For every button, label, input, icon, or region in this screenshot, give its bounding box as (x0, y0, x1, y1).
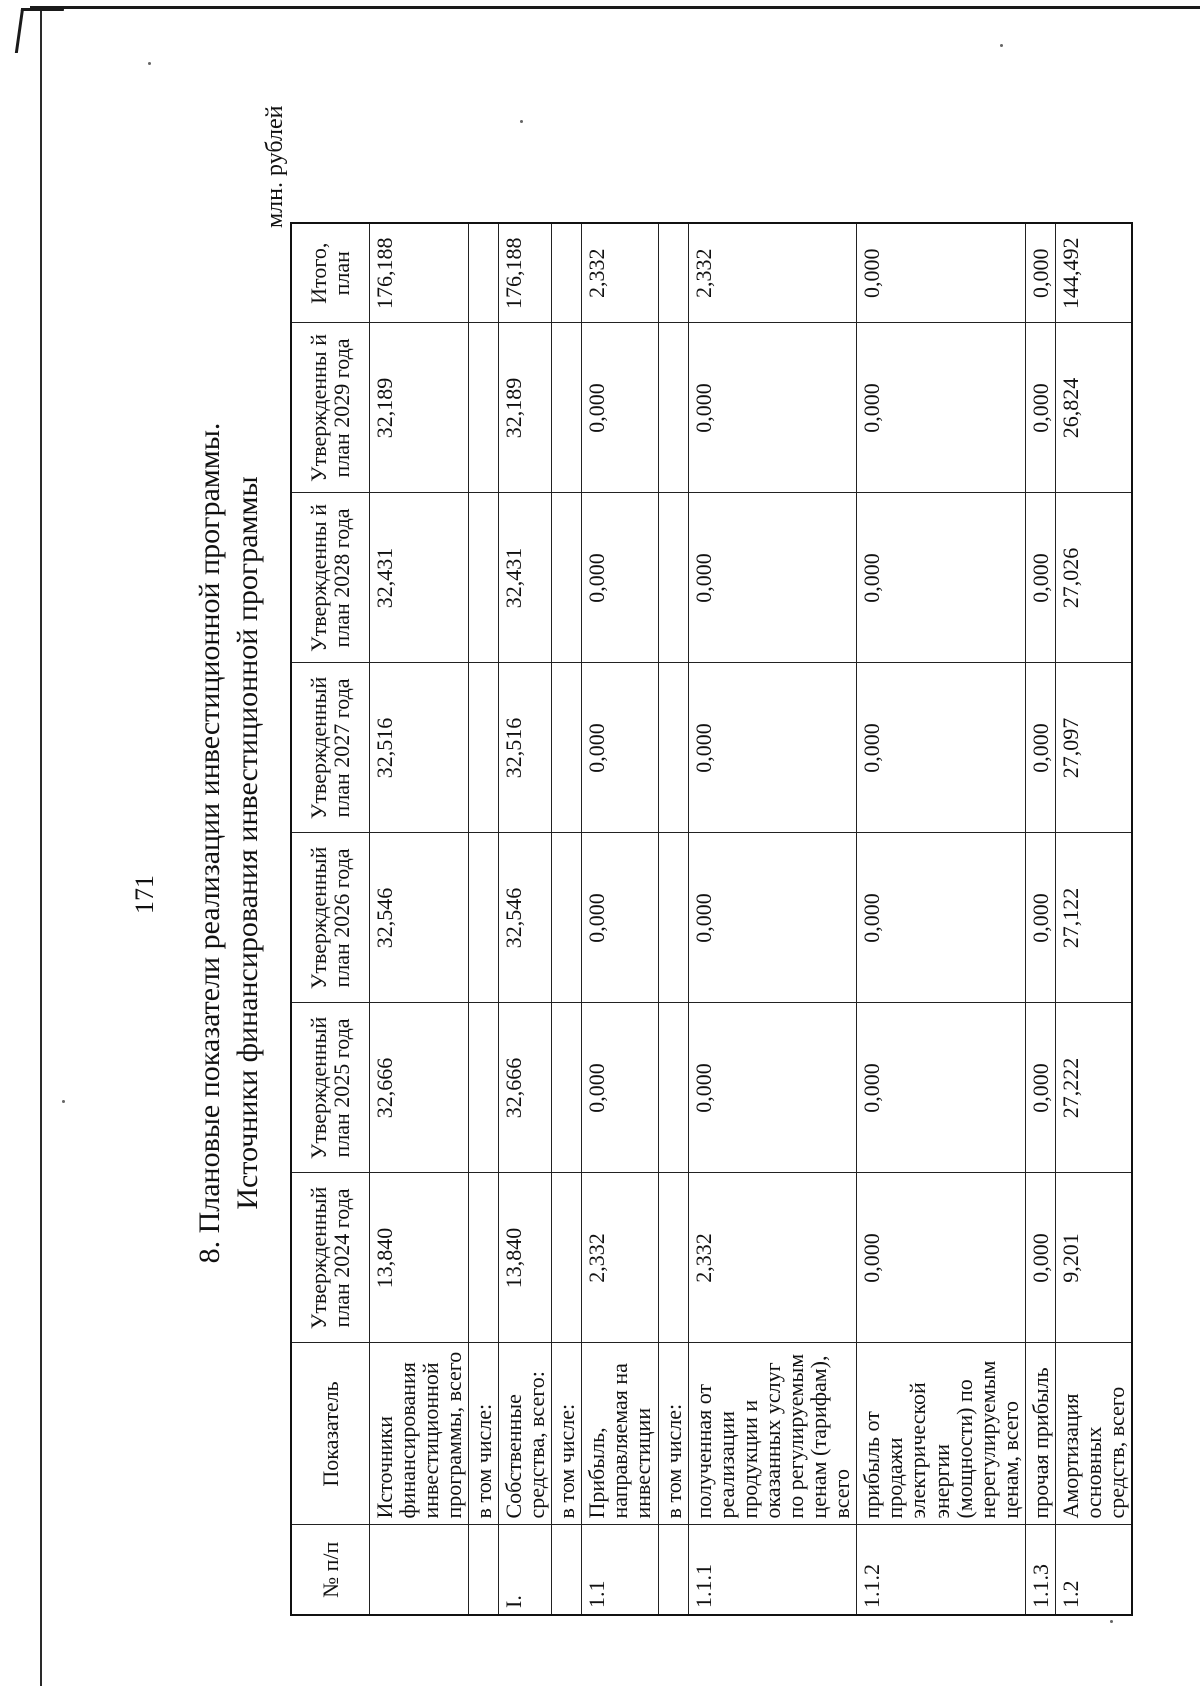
header-cell: № п/п (291, 1525, 369, 1615)
value-cell: 27,097 (1056, 663, 1133, 833)
row-number-cell (552, 1525, 582, 1615)
value-cell: 2,332 (582, 1173, 658, 1343)
value-cell (468, 223, 498, 323)
financing-table (290, 222, 1133, 1616)
value-cell (552, 833, 582, 1003)
value-cell: 0,000 (1025, 493, 1055, 663)
table-row (1056, 223, 1133, 1615)
value-cell: 32,546 (369, 833, 468, 1003)
table-row (857, 223, 1026, 1615)
indicator-cell: в том числе: (552, 1343, 582, 1525)
indicator-cell: Прибыль, направляемая на инвестиции (582, 1343, 658, 1525)
table-row (369, 223, 468, 1615)
value-cell: 0,000 (857, 663, 1026, 833)
value-cell: 0,000 (688, 323, 857, 493)
value-cell: 0,000 (688, 493, 857, 663)
header-cell: Утвержденный план 2026 года (291, 833, 369, 1003)
indicator-cell: в том числе: (658, 1343, 688, 1525)
value-cell: 0,000 (688, 663, 857, 833)
table-row (552, 223, 582, 1615)
header-cell: Показатель (291, 1343, 369, 1525)
value-cell: 9,201 (1056, 1173, 1133, 1343)
value-cell (552, 493, 582, 663)
value-cell: 13,840 (369, 1173, 468, 1343)
table-body (369, 223, 1132, 1615)
value-cell: 32,189 (369, 323, 468, 493)
value-cell: 32,666 (498, 1003, 551, 1173)
section-subtitle: Источники финансирования инвестиционной программы (231, 476, 264, 1210)
value-cell: 144,492 (1056, 223, 1133, 323)
section-title: 8. Плановые показатели реализации инвестиционной программы. (193, 422, 226, 1264)
indicator-cell: прибыль от продажи электрической энергии (мощности) по нерегулируемым ценам, всего (857, 1343, 1026, 1525)
value-cell (658, 833, 688, 1003)
header-cell: Утвержденны й план 2028 года (291, 493, 369, 663)
value-cell (552, 1003, 582, 1173)
value-cell: 27,222 (1056, 1003, 1133, 1173)
value-cell: 0,000 (582, 833, 658, 1003)
table-row (1025, 223, 1055, 1615)
value-cell (468, 1003, 498, 1173)
value-cell: 0,000 (1025, 833, 1055, 1003)
table-row (658, 223, 688, 1615)
value-cell: 0,000 (1025, 323, 1055, 493)
value-cell: 0,000 (857, 223, 1026, 323)
value-cell: 32,431 (498, 493, 551, 663)
value-cell: 0,000 (582, 1003, 658, 1173)
value-cell: 2,332 (688, 223, 857, 323)
value-cell: 0,000 (857, 493, 1026, 663)
value-cell: 0,000 (857, 323, 1026, 493)
value-cell: 26,824 (1056, 323, 1133, 493)
value-cell: 0,000 (688, 1003, 857, 1173)
value-cell: 27,122 (1056, 833, 1133, 1003)
indicator-cell: прочая прибыль (1025, 1343, 1055, 1525)
value-cell (658, 223, 688, 323)
value-cell: 0,000 (582, 493, 658, 663)
table-row (688, 223, 857, 1615)
indicator-cell: полученная от реализации продукции и оказанных услуг по регулируемым ценам (тарифам), всего (688, 1343, 857, 1525)
value-cell (552, 323, 582, 493)
indicator-cell: Амортизация основных средств, всего (1056, 1343, 1133, 1525)
header-cell: Утвержденный план 2025 года (291, 1003, 369, 1173)
row-number-cell: 1.1.3 (1025, 1525, 1055, 1615)
row-number-cell (369, 1525, 468, 1615)
page-number: 171 (130, 875, 159, 914)
value-cell (552, 1173, 582, 1343)
value-cell: 0,000 (688, 833, 857, 1003)
row-number-cell: 1.1 (582, 1525, 658, 1615)
header-cell: Утвержденный план 2027 года (291, 663, 369, 833)
row-number-cell (468, 1525, 498, 1615)
row-number-cell: 1.1.1 (688, 1525, 857, 1615)
table-row (468, 223, 498, 1615)
value-cell (552, 223, 582, 323)
value-cell (468, 323, 498, 493)
header-cell: Итого, план (291, 223, 369, 323)
row-number-cell (658, 1525, 688, 1615)
value-cell: 176,188 (498, 223, 551, 323)
table-row (498, 223, 551, 1615)
value-cell: 0,000 (857, 1173, 1026, 1343)
value-cell: 32,516 (498, 663, 551, 833)
value-cell: 32,189 (498, 323, 551, 493)
value-cell (658, 1003, 688, 1173)
value-cell: 0,000 (1025, 1173, 1055, 1343)
table-header-row (291, 223, 369, 1615)
value-cell: 176,188 (369, 223, 468, 323)
value-cell: 2,332 (582, 223, 658, 323)
value-cell (658, 663, 688, 833)
value-cell (658, 493, 688, 663)
value-cell: 0,000 (582, 663, 658, 833)
row-number-cell: I. (498, 1525, 551, 1615)
value-cell: 2,332 (688, 1173, 857, 1343)
value-cell (468, 1173, 498, 1343)
indicator-cell: в том числе: (468, 1343, 498, 1525)
value-cell: 0,000 (1025, 663, 1055, 833)
value-cell (468, 663, 498, 833)
value-cell (468, 833, 498, 1003)
indicator-cell: Источники финансирования инвестиционной программы, всего (369, 1343, 468, 1525)
value-cell (468, 493, 498, 663)
value-cell (658, 1173, 688, 1343)
row-number-cell: 1.1.2 (857, 1525, 1026, 1615)
header-cell: Утвержденны й план 2029 года (291, 323, 369, 493)
value-cell: 32,516 (369, 663, 468, 833)
value-cell: 32,431 (369, 493, 468, 663)
value-cell: 0,000 (1025, 223, 1055, 323)
value-cell: 13,840 (498, 1173, 551, 1343)
header-cell: Утвержденный план 2024 года (291, 1173, 369, 1343)
value-cell: 32,546 (498, 833, 551, 1003)
indicator-cell: Собственные средства, всего: (498, 1343, 551, 1525)
value-cell: 32,666 (369, 1003, 468, 1173)
value-cell: 0,000 (1025, 1003, 1055, 1173)
value-cell: 27,026 (1056, 493, 1133, 663)
row-number-cell: 1.2 (1056, 1525, 1133, 1615)
value-cell (658, 323, 688, 493)
table-row (582, 223, 658, 1615)
value-cell: 0,000 (582, 323, 658, 493)
unit-label: млн. рублей (262, 105, 288, 228)
value-cell: 0,000 (857, 1003, 1026, 1173)
value-cell: 0,000 (857, 833, 1026, 1003)
value-cell (552, 663, 582, 833)
